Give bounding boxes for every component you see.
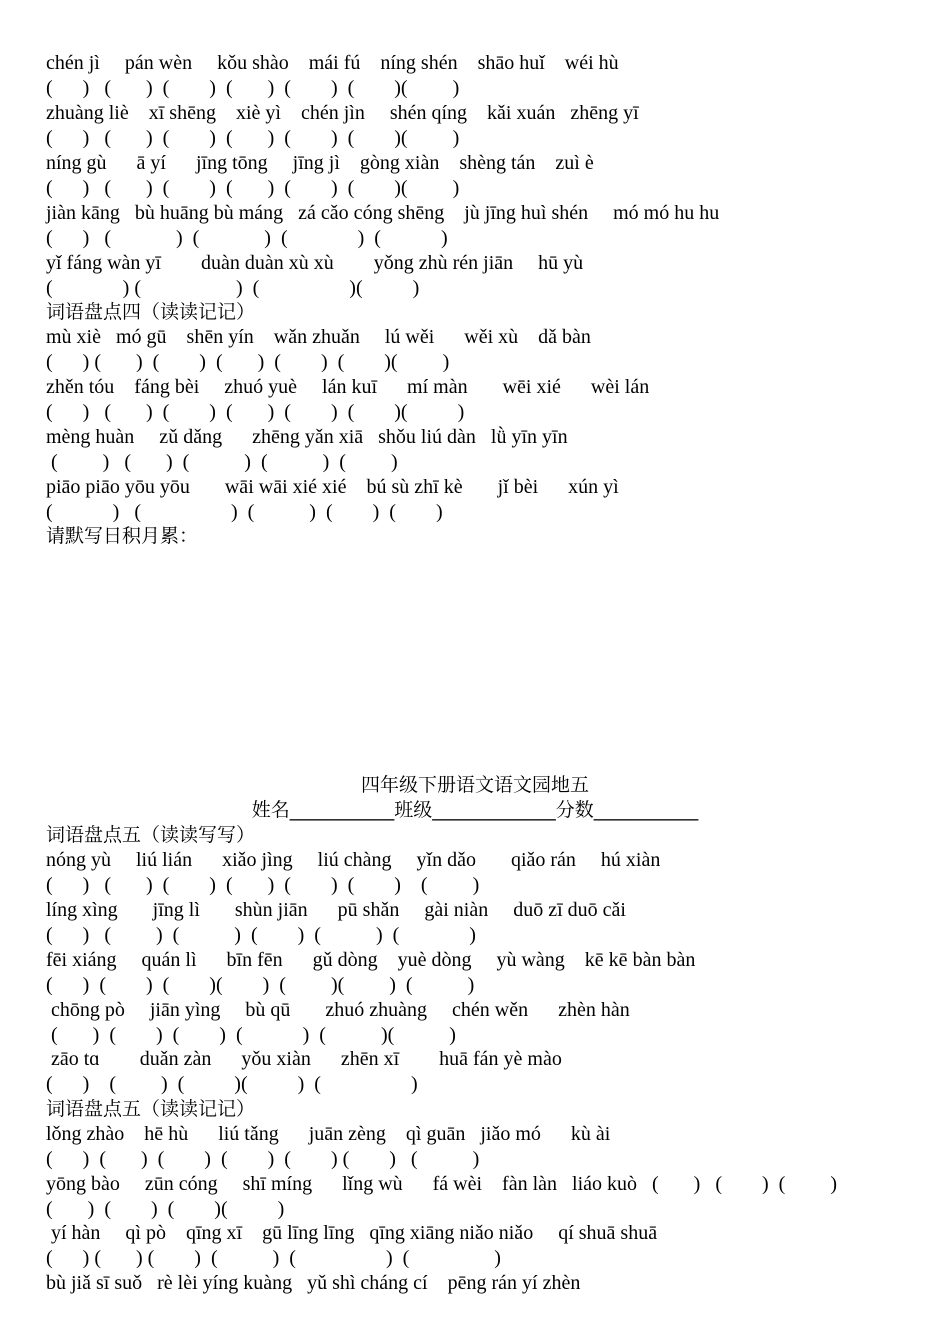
section-heading: 词语盘点五（读读写写） xyxy=(46,824,256,846)
answer-blanks-row: ( ) ( ) ( ) ( ) ( ) ( ) ( ) xyxy=(46,874,480,896)
pinyin-row: zhěn tóu fáng bèi zhuó yuè lán kuī mí màn wēi xié wèi lán xyxy=(46,376,650,398)
pinyin-row: mèng huàn zǔ dǎng zhēng yǎn xiā shǒu liú dàn lǜ yīn yīn xyxy=(46,426,568,448)
answer-blanks-row: ( ) ( ) ( ) ( ) ( ) xyxy=(46,451,398,473)
pinyin-row: yí hàn qì pò qīng xī gū līng līng qīng xiāng niǎo niǎo qí shuā shuā xyxy=(46,1222,658,1244)
dictation-prompt: 请默写日积月累： xyxy=(46,525,199,547)
pinyin-row: nóng yù liú lián xiǎo jìng liú chàng yǐn dǎo qiǎo rán hú xiàn xyxy=(46,849,661,871)
pinyin-row: yōng bào zūn cóng shī míng lǐng wù fá wèi fàn làn liáo kuò ( ) ( ) ( ) xyxy=(46,1173,837,1195)
answer-blanks-row: ( ) ( ) ( ) ( ) ( ) ( )( ) xyxy=(46,401,465,423)
answer-blanks-row: ( ) ( ) ( ) ( ) ( ) xyxy=(46,501,443,523)
answer-blanks-row: ( ) ( ) ( )( ) ( ) xyxy=(46,1073,418,1095)
pinyin-row: zāo tɑ duǎn zàn yǒu xiàn zhēn xī huā fán yè mào xyxy=(46,1048,562,1070)
pinyin-row: zhuàng liè xī shēng xiè yì chén jìn shén qíng kǎi xuán zhēng yī xyxy=(46,102,639,124)
pinyin-row: bù jiǎ sī suǒ rè lèi yíng kuàng yǔ shì cháng cí pēng rán yí zhèn xyxy=(46,1272,581,1294)
student-info-line: 姓名___________班级_____________分数___________ xyxy=(251,799,699,821)
answer-blanks-row: ( ) ( ) ( ) ( ) ( ) ( )( ) xyxy=(46,351,450,373)
answer-blanks-row: ( ) ( ) ( ) ( ) ( )( ) xyxy=(46,1024,456,1046)
answer-blanks-row: ( ) ( ) ( ) ( ) ( ) ( ) xyxy=(46,924,476,946)
answer-blanks-row: ( ) ( ) ( )( ) ( )( ) ( ) xyxy=(46,974,475,996)
answer-blanks-row: ( ) ( ) ( ) ( ) ( ) xyxy=(46,227,448,249)
answer-blanks-row: ( ) ( ) ( )( ) xyxy=(46,1198,285,1220)
pinyin-row: yǐ fáng wàn yī duàn duàn xù xù yǒng zhù rén jiān hū yù xyxy=(46,252,584,274)
pinyin-row: chōng pò jiān yìng bù qū zhuó zhuàng chén wěn zhèn hàn xyxy=(46,999,630,1021)
section-heading: 词语盘点四（读读记记） xyxy=(46,301,256,323)
pinyin-row: níng gù ā yí jīng tōng jīng jì gòng xiàn shèng tán zuì è xyxy=(46,152,594,174)
answer-blanks-row: ( ) ( ) ( ) ( ) ( ) ( ) ( ) xyxy=(46,1148,480,1170)
answer-blanks-row: ( ) ( ) ( )( ) xyxy=(46,277,420,299)
pinyin-row: líng xìng jīng lì shùn jiān pū shǎn gài niàn duō zī duō cǎi xyxy=(46,899,626,921)
answer-blanks-row: ( ) ( ) ( ) ( ) ( ) ( )( ) xyxy=(46,77,460,99)
pinyin-row: chén jì pán wèn kǒu shào mái fú níng shén shāo huǐ wéi hù xyxy=(46,52,619,74)
pinyin-row: piāo piāo yōu yōu wāi wāi xié xié bú sù zhī kè jǐ bèi xún yì xyxy=(46,476,619,498)
worksheet-title: 四年级下册语文语文园地五 xyxy=(360,774,589,796)
answer-blanks-row: ( ) ( ) ( ) ( ) ( ) ( ) xyxy=(46,1247,501,1269)
pinyin-row: fēi xiáng quán lì bīn fēn gǔ dòng yuè dòng yù wàng kē kē bàn bàn xyxy=(46,949,696,971)
pinyin-row: mù xiè mó gū shēn yín wǎn zhuǎn lú wěi wěi xù dǎ bàn xyxy=(46,326,591,348)
answer-blanks-row: ( ) ( ) ( ) ( ) ( ) ( )( ) xyxy=(46,127,460,149)
section-heading: 词语盘点五（读读记记） xyxy=(46,1098,256,1120)
pinyin-row: lǒng zhào hē hù liú tǎng juān zèng qì guān jiǎo mó kù ài xyxy=(46,1123,611,1145)
answer-blanks-row: ( ) ( ) ( ) ( ) ( ) ( )( ) xyxy=(46,177,460,199)
pinyin-row: jiàn kāng bù huāng bù máng zá cǎo cóng shēng jù jīng huì shén mó mó hu hu xyxy=(46,202,720,224)
